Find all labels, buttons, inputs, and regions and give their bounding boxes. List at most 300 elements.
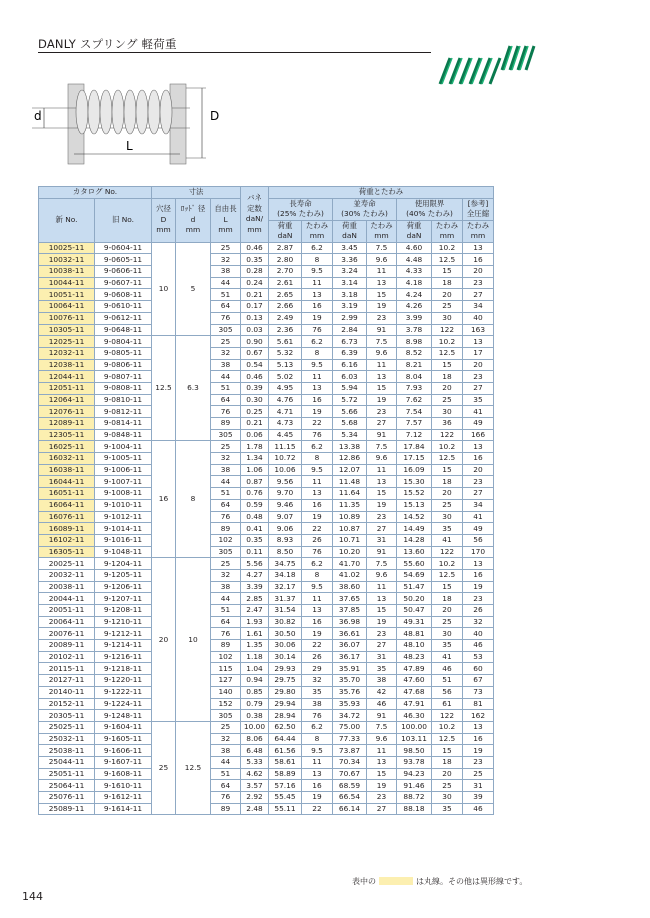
limit-defl-cell: 18 xyxy=(432,277,463,289)
rate-cell: 1.93 xyxy=(241,616,269,628)
long-defl-cell: 76 xyxy=(302,429,333,441)
free-length-cell: 89 xyxy=(211,803,241,815)
mid-load-cell: 35.76 xyxy=(333,686,367,698)
limit-defl-cell: 35 xyxy=(432,803,463,815)
long-defl-cell: 11 xyxy=(302,593,333,605)
long-defl-cell: 16 xyxy=(302,616,333,628)
table-row xyxy=(39,593,494,605)
long-load-cell: 32.17 xyxy=(269,581,302,593)
table-row xyxy=(39,523,494,535)
limit-defl-cell: 20 xyxy=(432,382,463,394)
diagram-label-L: L xyxy=(126,139,133,153)
hole-diameter-cell: 20 xyxy=(152,558,176,722)
full-defl-cell: 19 xyxy=(463,581,494,593)
mid-load-cell: 2.99 xyxy=(333,312,367,324)
free-length-cell: 44 xyxy=(211,277,241,289)
long-load-cell: 58.61 xyxy=(269,756,302,768)
long-defl-cell: 76 xyxy=(302,324,333,336)
mid-defl-cell: 27 xyxy=(367,803,397,815)
long-load-cell: 2.70 xyxy=(269,266,302,278)
rate-cell: 0.24 xyxy=(241,277,269,289)
rate-cell: 0.11 xyxy=(241,546,269,558)
limit-load-cell: 4.18 xyxy=(397,277,432,289)
free-length-cell: 32 xyxy=(211,733,241,745)
mid-load-cell: 10.87 xyxy=(333,523,367,535)
long-defl-cell: 35 xyxy=(302,686,333,698)
spring-spec-table xyxy=(38,186,494,815)
header-mid-life: 並寿命 (30% たわみ) xyxy=(333,198,397,220)
long-defl-cell: 6.2 xyxy=(302,242,333,254)
mid-load-cell: 10.71 xyxy=(333,534,367,546)
table-row xyxy=(39,488,494,500)
long-defl-cell: 19 xyxy=(302,792,333,804)
new-no-cell: 16032-11 xyxy=(39,453,95,465)
old-no-cell: 9-1014-11 xyxy=(95,523,152,535)
limit-defl-cell: 41 xyxy=(432,651,463,663)
mid-defl-cell: 23 xyxy=(367,792,397,804)
hole-diameter-cell: 25 xyxy=(152,721,176,815)
full-defl-cell: 49 xyxy=(463,523,494,535)
table-row xyxy=(39,406,494,418)
long-load-cell: 2.36 xyxy=(269,324,302,336)
mid-defl-cell: 11 xyxy=(367,266,397,278)
free-length-cell: 51 xyxy=(211,488,241,500)
limit-defl-cell: 10.2 xyxy=(432,242,463,254)
mid-defl-cell: 9.6 xyxy=(367,347,397,359)
long-load-cell: 9.46 xyxy=(269,499,302,511)
mid-load-cell: 41.70 xyxy=(333,558,367,570)
mid-load-cell: 37.65 xyxy=(333,593,367,605)
long-load-cell: 29.75 xyxy=(269,675,302,687)
rate-cell: 6.48 xyxy=(241,745,269,757)
rate-cell: 0.17 xyxy=(241,301,269,313)
table-row xyxy=(39,312,494,324)
mid-defl-cell: 19 xyxy=(367,394,397,406)
long-defl-cell: 19 xyxy=(302,511,333,523)
free-length-cell: 76 xyxy=(211,511,241,523)
table-row xyxy=(39,569,494,581)
limit-defl-cell: 30 xyxy=(432,312,463,324)
mid-load-cell: 6.03 xyxy=(333,371,367,383)
full-defl-cell: 46 xyxy=(463,803,494,815)
rate-cell: 1.18 xyxy=(241,651,269,663)
rate-cell: 0.03 xyxy=(241,324,269,336)
old-no-cell: 9-0605-11 xyxy=(95,254,152,266)
limit-load-cell: 48.23 xyxy=(397,651,432,663)
long-defl-cell: 16 xyxy=(302,499,333,511)
table-row xyxy=(39,768,494,780)
table-row xyxy=(39,616,494,628)
old-no-cell: 9-1614-11 xyxy=(95,803,152,815)
free-length-cell: 64 xyxy=(211,499,241,511)
free-length-cell: 76 xyxy=(211,792,241,804)
new-no-cell: 20115-11 xyxy=(39,663,95,675)
old-no-cell: 9-1607-11 xyxy=(95,756,152,768)
long-defl-cell: 11 xyxy=(302,476,333,488)
mid-load-cell: 73.87 xyxy=(333,745,367,757)
rate-cell: 0.35 xyxy=(241,254,269,266)
free-length-cell: 25 xyxy=(211,721,241,733)
new-no-cell: 10051-11 xyxy=(39,289,95,301)
header-load-3: 荷重 daN xyxy=(397,220,432,242)
full-defl-cell: 34 xyxy=(463,499,494,511)
long-load-cell: 30.14 xyxy=(269,651,302,663)
full-defl-cell: 34 xyxy=(463,301,494,313)
full-defl-cell: 53 xyxy=(463,651,494,663)
mid-load-cell: 37.85 xyxy=(333,605,367,617)
free-length-cell: 305 xyxy=(211,546,241,558)
long-load-cell: 34.18 xyxy=(269,569,302,581)
free-length-cell: 32 xyxy=(211,453,241,465)
new-no-cell: 20127-11 xyxy=(39,675,95,687)
old-no-cell: 9-0812-11 xyxy=(95,406,152,418)
table-row xyxy=(39,254,494,266)
table-row xyxy=(39,663,494,675)
new-no-cell: 25025-11 xyxy=(39,721,95,733)
table-row xyxy=(39,441,494,453)
old-no-cell: 9-0805-11 xyxy=(95,347,152,359)
mid-load-cell: 36.07 xyxy=(333,640,367,652)
header-hole: 穴径 D mm xyxy=(152,198,176,242)
long-defl-cell: 26 xyxy=(302,651,333,663)
old-no-cell: 9-1224-11 xyxy=(95,698,152,710)
rate-cell: 1.61 xyxy=(241,628,269,640)
old-no-cell: 9-0607-11 xyxy=(95,277,152,289)
long-defl-cell: 8 xyxy=(302,569,333,581)
rate-cell: 0.06 xyxy=(241,429,269,441)
mid-load-cell: 70.34 xyxy=(333,756,367,768)
full-defl-cell: 27 xyxy=(463,382,494,394)
long-defl-cell: 13 xyxy=(302,382,333,394)
table-row xyxy=(39,651,494,663)
free-length-cell: 76 xyxy=(211,406,241,418)
limit-defl-cell: 30 xyxy=(432,511,463,523)
rate-cell: 5.56 xyxy=(241,558,269,570)
mid-load-cell: 5.34 xyxy=(333,429,367,441)
table-row xyxy=(39,581,494,593)
long-defl-cell: 11 xyxy=(302,277,333,289)
mid-load-cell: 36.61 xyxy=(333,628,367,640)
free-length-cell: 51 xyxy=(211,289,241,301)
new-no-cell: 25044-11 xyxy=(39,756,95,768)
limit-load-cell: 4.33 xyxy=(397,266,432,278)
rate-cell: 0.13 xyxy=(241,312,269,324)
long-load-cell: 62.50 xyxy=(269,721,302,733)
long-defl-cell: 9.5 xyxy=(302,359,333,371)
table-row xyxy=(39,546,494,558)
new-no-cell: 16102-11 xyxy=(39,534,95,546)
mid-defl-cell: 27 xyxy=(367,418,397,430)
title-divider xyxy=(38,52,431,53)
old-no-cell: 9-1612-11 xyxy=(95,792,152,804)
mid-load-cell: 35.93 xyxy=(333,698,367,710)
free-length-cell: 44 xyxy=(211,756,241,768)
limit-load-cell: 100.00 xyxy=(397,721,432,733)
old-no-cell: 9-0814-11 xyxy=(95,418,152,430)
new-no-cell: 16051-11 xyxy=(39,488,95,500)
free-length-cell: 25 xyxy=(211,242,241,254)
long-load-cell: 2.87 xyxy=(269,242,302,254)
limit-load-cell: 47.68 xyxy=(397,686,432,698)
mid-defl-cell: 7.5 xyxy=(367,336,397,348)
rate-cell: 0.76 xyxy=(241,488,269,500)
table-row xyxy=(39,289,494,301)
mid-load-cell: 75.00 xyxy=(333,721,367,733)
mid-defl-cell: 7.5 xyxy=(367,721,397,733)
new-no-cell: 20152-11 xyxy=(39,698,95,710)
old-no-cell: 9-1048-11 xyxy=(95,546,152,558)
rate-cell: 0.79 xyxy=(241,698,269,710)
free-length-cell: 38 xyxy=(211,745,241,757)
full-defl-cell: 56 xyxy=(463,534,494,546)
old-no-cell: 9-0810-11 xyxy=(95,394,152,406)
new-no-cell: 12044-11 xyxy=(39,371,95,383)
mid-defl-cell: 13 xyxy=(367,593,397,605)
legend-note: 表中の は丸線。その他は異形線です。 xyxy=(352,877,528,886)
free-length-cell: 44 xyxy=(211,593,241,605)
long-defl-cell: 6.2 xyxy=(302,558,333,570)
limit-defl-cell: 10.2 xyxy=(432,336,463,348)
full-defl-cell: 39 xyxy=(463,792,494,804)
rod-diameter-cell: 8 xyxy=(176,441,211,558)
limit-defl-cell: 25 xyxy=(432,394,463,406)
limit-defl-cell: 20 xyxy=(432,768,463,780)
new-no-cell: 20140-11 xyxy=(39,686,95,698)
long-load-cell: 9.70 xyxy=(269,488,302,500)
new-no-cell: 12064-11 xyxy=(39,394,95,406)
limit-defl-cell: 36 xyxy=(432,418,463,430)
long-load-cell: 4.71 xyxy=(269,406,302,418)
mid-defl-cell: 91 xyxy=(367,546,397,558)
new-no-cell: 10076-11 xyxy=(39,312,95,324)
old-no-cell: 9-0808-11 xyxy=(95,382,152,394)
table-row xyxy=(39,792,494,804)
long-defl-cell: 13 xyxy=(302,605,333,617)
mid-load-cell: 3.24 xyxy=(333,266,367,278)
limit-defl-cell: 25 xyxy=(432,780,463,792)
mid-load-cell: 5.94 xyxy=(333,382,367,394)
table-row xyxy=(39,745,494,757)
mid-load-cell: 13.38 xyxy=(333,441,367,453)
mid-load-cell: 11.48 xyxy=(333,476,367,488)
mid-defl-cell: 13 xyxy=(367,371,397,383)
new-no-cell: 20102-11 xyxy=(39,651,95,663)
rate-cell: 0.46 xyxy=(241,371,269,383)
full-defl-cell: 16 xyxy=(463,733,494,745)
long-load-cell: 29.93 xyxy=(269,663,302,675)
spring-dimension-diagram xyxy=(30,72,250,172)
limit-defl-cell: 35 xyxy=(432,640,463,652)
old-no-cell: 9-1604-11 xyxy=(95,721,152,733)
limit-load-cell: 46.30 xyxy=(397,710,432,722)
table-row xyxy=(39,803,494,815)
new-no-cell: 20025-11 xyxy=(39,558,95,570)
limit-load-cell: 93.78 xyxy=(397,756,432,768)
rate-cell: 0.35 xyxy=(241,534,269,546)
mid-defl-cell: 19 xyxy=(367,616,397,628)
mid-load-cell: 36.17 xyxy=(333,651,367,663)
old-no-cell: 9-1006-11 xyxy=(95,464,152,476)
limit-load-cell: 4.24 xyxy=(397,289,432,301)
table-row xyxy=(39,780,494,792)
limit-load-cell: 17.84 xyxy=(397,441,432,453)
limit-load-cell: 47.89 xyxy=(397,663,432,675)
rate-cell: 0.25 xyxy=(241,406,269,418)
long-load-cell: 57.16 xyxy=(269,780,302,792)
mid-defl-cell: 19 xyxy=(367,499,397,511)
rate-cell: 0.28 xyxy=(241,266,269,278)
limit-defl-cell: 15 xyxy=(432,464,463,476)
limit-load-cell: 14.28 xyxy=(397,534,432,546)
mid-defl-cell: 11 xyxy=(367,745,397,757)
long-load-cell: 55.11 xyxy=(269,803,302,815)
table-row xyxy=(39,756,494,768)
old-no-cell: 9-1016-11 xyxy=(95,534,152,546)
limit-defl-cell: 18 xyxy=(432,371,463,383)
long-defl-cell: 13 xyxy=(302,289,333,301)
mid-defl-cell: 15 xyxy=(367,488,397,500)
table-row xyxy=(39,324,494,336)
old-no-cell: 9-1608-11 xyxy=(95,768,152,780)
new-no-cell: 20038-11 xyxy=(39,581,95,593)
limit-load-cell: 7.57 xyxy=(397,418,432,430)
page-number: 144 xyxy=(22,890,43,903)
new-no-cell: 12076-11 xyxy=(39,406,95,418)
rate-cell: 1.04 xyxy=(241,663,269,675)
full-defl-cell: 60 xyxy=(463,663,494,675)
full-defl-cell: 20 xyxy=(463,266,494,278)
table-row xyxy=(39,371,494,383)
free-length-cell: 64 xyxy=(211,394,241,406)
old-no-cell: 9-0806-11 xyxy=(95,359,152,371)
limit-defl-cell: 12.5 xyxy=(432,733,463,745)
full-defl-cell: 23 xyxy=(463,756,494,768)
full-defl-cell: 49 xyxy=(463,418,494,430)
limit-load-cell: 8.04 xyxy=(397,371,432,383)
free-length-cell: 38 xyxy=(211,581,241,593)
old-no-cell: 9-1007-11 xyxy=(95,476,152,488)
limit-load-cell: 103.11 xyxy=(397,733,432,745)
limit-defl-cell: 61 xyxy=(432,698,463,710)
table-row xyxy=(39,464,494,476)
free-length-cell: 89 xyxy=(211,640,241,652)
limit-defl-cell: 30 xyxy=(432,406,463,418)
old-no-cell: 9-1248-11 xyxy=(95,710,152,722)
mid-defl-cell: 9.6 xyxy=(367,733,397,745)
old-no-cell: 9-1205-11 xyxy=(95,569,152,581)
limit-load-cell: 8.52 xyxy=(397,347,432,359)
full-defl-cell: 166 xyxy=(463,429,494,441)
long-defl-cell: 6.2 xyxy=(302,721,333,733)
new-no-cell: 10032-11 xyxy=(39,254,95,266)
full-defl-cell: 23 xyxy=(463,476,494,488)
limit-defl-cell: 30 xyxy=(432,792,463,804)
limit-defl-cell: 20 xyxy=(432,289,463,301)
header-defl-ref: たわみ mm xyxy=(463,220,494,242)
hole-diameter-cell: 12.5 xyxy=(152,336,176,441)
rate-cell: 0.38 xyxy=(241,710,269,722)
limit-defl-cell: 56 xyxy=(432,686,463,698)
limit-defl-cell: 122 xyxy=(432,429,463,441)
header-old-no: 旧 No. xyxy=(95,198,152,242)
rate-cell: 1.06 xyxy=(241,464,269,476)
rate-cell: 0.21 xyxy=(241,418,269,430)
long-defl-cell: 6.2 xyxy=(302,441,333,453)
free-length-cell: 115 xyxy=(211,663,241,675)
new-no-cell: 16038-11 xyxy=(39,464,95,476)
long-load-cell: 30.82 xyxy=(269,616,302,628)
free-length-cell: 25 xyxy=(211,558,241,570)
limit-load-cell: 15.30 xyxy=(397,476,432,488)
new-no-cell: 25032-11 xyxy=(39,733,95,745)
long-load-cell: 4.45 xyxy=(269,429,302,441)
limit-load-cell: 50.20 xyxy=(397,593,432,605)
full-defl-cell: 13 xyxy=(463,336,494,348)
header-rod: ﾛｯﾄﾞ 径 d mm xyxy=(176,198,211,242)
limit-defl-cell: 122 xyxy=(432,546,463,558)
rate-cell: 0.46 xyxy=(241,242,269,254)
rate-cell: 4.62 xyxy=(241,768,269,780)
free-length-cell: 76 xyxy=(211,312,241,324)
limit-defl-cell: 30 xyxy=(432,628,463,640)
limit-load-cell: 88.72 xyxy=(397,792,432,804)
long-load-cell: 4.95 xyxy=(269,382,302,394)
long-defl-cell: 16 xyxy=(302,780,333,792)
free-length-cell: 89 xyxy=(211,418,241,430)
rate-cell: 8.06 xyxy=(241,733,269,745)
mid-defl-cell: 19 xyxy=(367,301,397,313)
limit-load-cell: 94.23 xyxy=(397,768,432,780)
new-no-cell: 20076-11 xyxy=(39,628,95,640)
mid-load-cell: 5.72 xyxy=(333,394,367,406)
header-catalog: カタログ No. xyxy=(39,187,152,199)
long-defl-cell: 13 xyxy=(302,488,333,500)
long-defl-cell: 8 xyxy=(302,733,333,745)
old-no-cell: 9-1207-11 xyxy=(95,593,152,605)
old-no-cell: 9-1208-11 xyxy=(95,605,152,617)
limit-load-cell: 14.49 xyxy=(397,523,432,535)
free-length-cell: 25 xyxy=(211,441,241,453)
new-no-cell: 10044-11 xyxy=(39,277,95,289)
free-length-cell: 152 xyxy=(211,698,241,710)
diagram-label-D: D xyxy=(210,109,220,123)
free-length-cell: 32 xyxy=(211,347,241,359)
mid-load-cell: 66.54 xyxy=(333,792,367,804)
long-defl-cell: 9.5 xyxy=(302,464,333,476)
diagram-label-d: d xyxy=(34,109,42,123)
table-row xyxy=(39,266,494,278)
limit-defl-cell: 18 xyxy=(432,593,463,605)
table-row xyxy=(39,511,494,523)
limit-defl-cell: 20 xyxy=(432,605,463,617)
limit-load-cell: 7.12 xyxy=(397,429,432,441)
long-defl-cell: 32 xyxy=(302,675,333,687)
old-no-cell: 9-1605-11 xyxy=(95,733,152,745)
old-no-cell: 9-1010-11 xyxy=(95,499,152,511)
table-row xyxy=(39,721,494,733)
free-length-cell: 64 xyxy=(211,616,241,628)
limit-defl-cell: 15 xyxy=(432,359,463,371)
free-length-cell: 51 xyxy=(211,382,241,394)
new-no-cell: 10064-11 xyxy=(39,301,95,313)
mid-load-cell: 3.45 xyxy=(333,242,367,254)
free-length-cell: 127 xyxy=(211,675,241,687)
table-row xyxy=(39,242,494,254)
rate-cell: 0.67 xyxy=(241,347,269,359)
mid-defl-cell: 7.5 xyxy=(367,441,397,453)
long-defl-cell: 9.5 xyxy=(302,581,333,593)
limit-load-cell: 3.78 xyxy=(397,324,432,336)
